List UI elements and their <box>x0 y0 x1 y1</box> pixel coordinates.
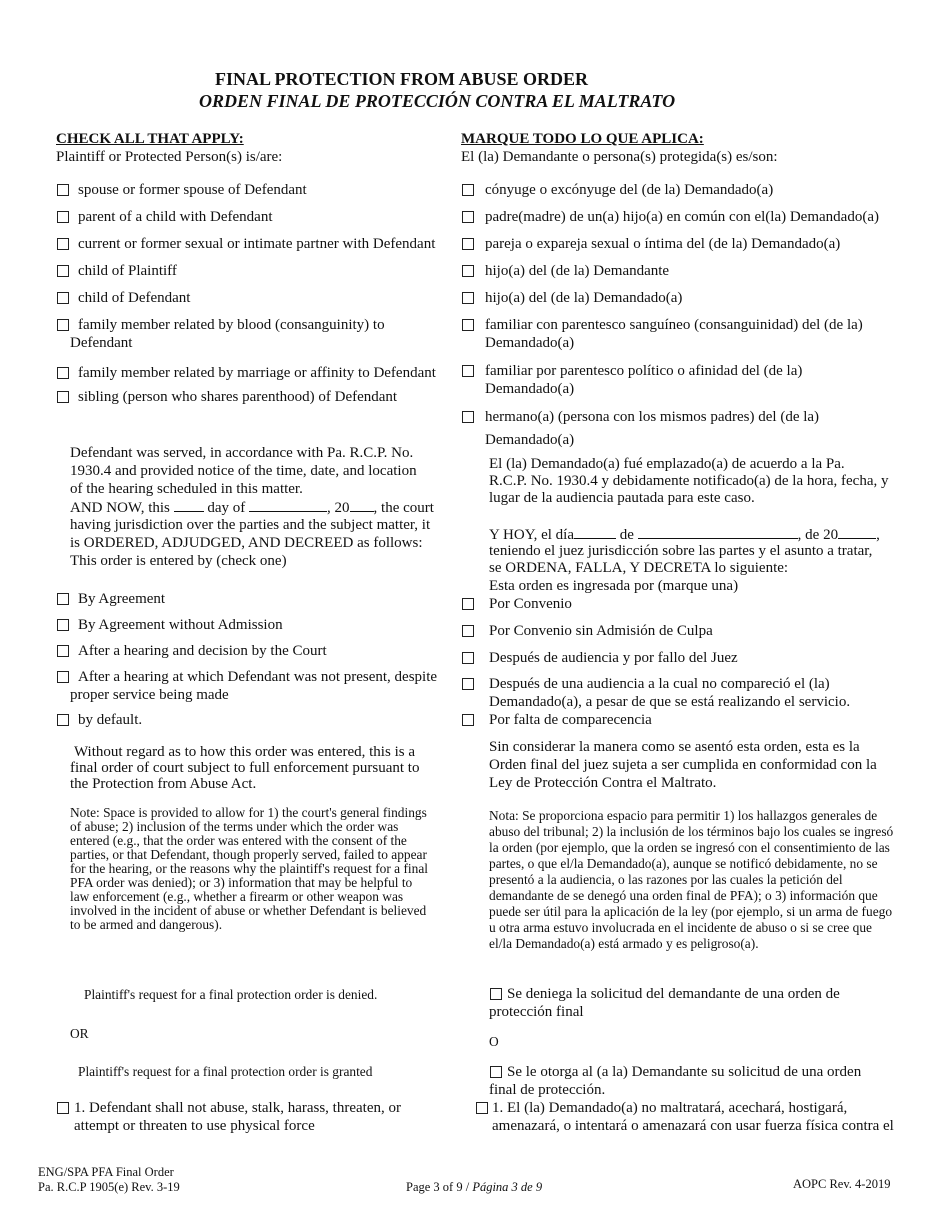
item1-line: attempt or threaten to use physical force <box>74 1118 315 1134</box>
served-line-es: se ORDENA, FALLA, Y DECRETA lo siguiente: <box>489 560 789 576</box>
served-line-es: R.C.P. No. 1930.4 y debidamente notificado(a) de la hora, fecha, y <box>489 473 889 489</box>
opcion-padre: padre(madre) de un(a) hijo(a) en común con el(la) Demandado(a) <box>485 209 879 225</box>
option-marriage-relative: family member related by marriage or affinity to Defendant <box>78 365 436 381</box>
note-line: for the hearing, or the reasons why the plaintiff's request for a final <box>70 861 429 876</box>
option-parent: parent of a child with Defendant <box>78 209 273 225</box>
opcion-afinidad-cont: Demandado(a) <box>485 381 575 397</box>
regard-line-es: Orden final del juez sujeta a ser cumplida en conformidad con la <box>489 757 877 773</box>
option-hearing-decision: After a hearing and decision by the Court <box>78 643 327 659</box>
checkbox-deniega[interactable] <box>490 988 502 1000</box>
note-line-es: el/la Demandado(a) está armado y es peligroso(a). <box>489 936 759 951</box>
option-partner: current or former sexual or intimate partner with Defendant <box>78 236 436 252</box>
checkbox-por-convenio[interactable] <box>462 598 474 610</box>
note-line: Note: Space is provided to allow for 1) the court's general findings <box>70 805 427 820</box>
note-line: to be armed and dangerous). <box>70 917 223 932</box>
footer-form-name: ENG/SPA PFA Final Order <box>38 1165 174 1179</box>
checkbox-child-plaintiff[interactable] <box>57 265 69 277</box>
item1-line-es: amenazará, o intentará o amenazará con usar fuerza física contra el <box>492 1118 894 1134</box>
opcion-audiencia-fallo: Después de audiencia y por fallo del Juez <box>489 650 738 666</box>
note-line-es: abuso del tribunal; 2) la inclusión de los términos bajo los cuales se ingresó <box>489 824 894 839</box>
note-line: law enforcement (e.g., whether a firearm or other weapon was <box>70 889 404 904</box>
regard-line: the Protection from Abuse Act. <box>70 776 257 792</box>
footer-rule-ref: Pa. R.C.P 1905(e) Rev. 3-19 <box>38 1180 180 1194</box>
served-line: is ORDERED, ADJUDGED, AND DECREED as follows: <box>70 535 423 551</box>
note-line-es: la orden (por ejemplo, que la orden se ingresó con el consentimiento de las <box>489 840 890 855</box>
checkbox-audiencia-fallo[interactable] <box>462 652 474 664</box>
served-line: of the hearing scheduled in this matter. <box>70 481 303 497</box>
month-blank[interactable] <box>249 498 327 512</box>
checkbox-sibling[interactable] <box>57 391 69 403</box>
right-subheader: El (la) Demandante o persona(s) protegida(s) es/son: <box>461 149 778 165</box>
option-child-plaintiff: child of Plaintiff <box>78 263 177 279</box>
option-by-default: by default. <box>78 712 143 728</box>
regard-line-es: Sin considerar la manera como se asentó esta orden, esta es la <box>489 739 860 755</box>
title-english: FINAL PROTECTION FROM ABUSE ORDER <box>215 69 589 89</box>
y-hoy-line: Y HOY, el día de , de 20 , <box>489 527 880 543</box>
or-label: OR <box>70 1026 89 1041</box>
left-subheader: Plaintiff or Protected Person(s) is/are: <box>56 149 283 165</box>
note-line: of abuse; 2) inclusion of the terms under which the order was <box>70 819 399 834</box>
item1-line: 1. Defendant shall not abuse, stalk, harass, threaten, or <box>74 1100 401 1116</box>
option-hearing-absent: After a hearing at which Defendant was not present, despite <box>78 669 438 685</box>
checkbox-hermano[interactable] <box>462 411 474 423</box>
request-denied: Plaintiff's request for a final protection order is denied. <box>84 987 378 1002</box>
solicitud-denegada: Se deniega la solicitud del demandante de una orden de <box>507 986 840 1002</box>
checkbox-item1[interactable] <box>57 1102 69 1114</box>
o-label: O <box>489 1034 499 1049</box>
checkbox-by-default[interactable] <box>57 714 69 726</box>
opcion-no-comparecio: Después de una audiencia a la cual no compareció el (la) <box>489 676 830 692</box>
opcion-no-comparecio-cont: Demandado(a), a pesar de que se está realizando el servicio. <box>489 694 851 710</box>
served-line: Defendant was served, in accordance with Pa. R.C.P. No. <box>70 445 414 461</box>
checkbox-conyuge[interactable] <box>462 184 474 196</box>
checkbox-hijo-demandante[interactable] <box>462 265 474 277</box>
checkbox-child-defendant[interactable] <box>57 292 69 304</box>
regard-line: Without regard as to how this order was entered, this is a <box>74 744 415 760</box>
checkbox-item1-es[interactable] <box>476 1102 488 1114</box>
opcion-consanguinidad-cont: Demandado(a) <box>485 335 575 351</box>
served-line-es: Esta orden es ingresada por (marque una) <box>489 578 739 594</box>
day-blank[interactable] <box>174 498 204 512</box>
note-line: parties, or that Defendant, though properly served, failed to appear <box>70 847 427 862</box>
note-line: entered (e.g., that the order was entered with the consent of the <box>70 833 407 848</box>
served-line-es: El (la) Demandado(a) fué emplazado(a) de acuerdo a la Pa. <box>489 456 845 472</box>
checkbox-no-comparecio[interactable] <box>462 678 474 690</box>
option-sibling: sibling (person who shares parenthood) of Defendant <box>78 389 398 405</box>
option-by-agreement: By Agreement <box>78 591 166 607</box>
checkbox-hearing-decision[interactable] <box>57 645 69 657</box>
checkbox-otorga[interactable] <box>490 1066 502 1078</box>
opcion-conyuge: cónyuge o excónyuge del (de la) Demandado(a) <box>485 182 774 198</box>
note-line-es: puede ser útil para la aplicación de la ley (por ejemplo, si un arma de fuego <box>489 904 893 919</box>
footer-revision: AOPC Rev. 4-2019 <box>793 1177 891 1191</box>
checkbox-parent[interactable] <box>57 211 69 223</box>
regard-line: final order of court subject to full enforcement pursuant to <box>70 760 420 776</box>
note-line-es: partes, o que el/la Demandado(a), aunque se notificó debidamente, no se <box>489 856 878 871</box>
checkbox-blood-relative[interactable] <box>57 319 69 331</box>
opcion-hijo-demandado: hijo(a) del (de la) Demandado(a) <box>485 290 683 306</box>
solicitud-denegada-cont: protección final <box>489 1004 584 1020</box>
checkbox-falta-comparecencia[interactable] <box>462 714 474 726</box>
note-line-es: u otra arma estuvo involucrada en el incidente de abuso o si se cree que <box>489 920 872 935</box>
opcion-afinidad: familiar por parentesco político o afinidad del (de la) <box>485 363 803 379</box>
opcion-falta-comparecencia: Por falta de comparecencia <box>489 712 652 728</box>
checkbox-spouse[interactable] <box>57 184 69 196</box>
regard-line-es: Ley de Protección Contra el Maltrato. <box>489 775 717 791</box>
item1-line-es: 1. El (la) Demandado(a) no maltratará, acechará, hostigará, <box>492 1100 848 1116</box>
title-spanish: ORDEN FINAL DE PROTECCIÓN CONTRA EL MALTRATO <box>199 91 676 111</box>
opcion-pareja: pareja o expareja sexual o íntima del (de la) Demandado(a) <box>485 236 841 252</box>
option-hearing-absent-cont: proper service being made <box>70 687 229 703</box>
dia-blank[interactable] <box>574 525 616 539</box>
solicitud-otorgada-cont: final de protección. <box>489 1082 606 1098</box>
request-granted: Plaintiff's request for a final protection order is granted <box>78 1064 373 1079</box>
served-line-es: teniendo el juez jurisdicción sobre las partes y el asunto a tratar, <box>489 543 873 559</box>
option-agreement-no-admission: By Agreement without Admission <box>78 617 283 633</box>
note-line: PFA order was denied); or 3) information that may be helpful to <box>70 875 413 890</box>
option-child-defendant: child of Defendant <box>78 290 191 306</box>
year-blank[interactable] <box>350 498 374 512</box>
checkbox-pareja[interactable] <box>462 238 474 250</box>
ano-blank[interactable] <box>838 525 876 539</box>
checkbox-consanguinidad[interactable] <box>462 319 474 331</box>
checkbox-padre[interactable] <box>462 211 474 223</box>
and-now-line: AND NOW, this day of , 20 , the court <box>70 500 434 516</box>
note-line: involved in the incident of abuse or whether Defendant is believed <box>70 903 427 918</box>
solicitud-otorgada: Se le otorga al (a la) Demandante su solicitud de una orden <box>507 1064 862 1080</box>
option-spouse: spouse or former spouse of Defendant <box>78 182 307 198</box>
opcion-consanguinidad: familiar con parentesco sanguíneo (consanguinidad) del (de la) <box>485 317 863 333</box>
checkbox-agreement-no-admission[interactable] <box>57 619 69 631</box>
option-blood-relative-cont: Defendant <box>70 335 133 351</box>
option-blood-relative: family member related by blood (consanguinity) to <box>78 317 385 333</box>
checkbox-hijo-demandado[interactable] <box>462 292 474 304</box>
opcion-hijo-demandante: hijo(a) del (de la) Demandante <box>485 263 670 279</box>
checkbox-convenio-sin-admision[interactable] <box>462 625 474 637</box>
checkbox-afinidad[interactable] <box>462 365 474 377</box>
note-line-es: Nota: Se proporciona espacio para permitir 1) los hallazgos generales de <box>489 808 878 823</box>
mes-blank[interactable] <box>638 525 798 539</box>
checkbox-hearing-absent[interactable] <box>57 671 69 683</box>
checkbox-partner[interactable] <box>57 238 69 250</box>
opcion-hermano-cont: Demandado(a) <box>485 432 575 448</box>
checkbox-marriage-relative[interactable] <box>57 367 69 379</box>
served-line: having jurisdiction over the parties and the subject matter, it <box>70 517 431 533</box>
served-line: 1930.4 and provided notice of the time, date, and location <box>70 463 417 479</box>
opcion-convenio-sin-admision: Por Convenio sin Admisión de Culpa <box>489 623 713 639</box>
footer-page-number: Page 3 of 9 / Página 3 de 9 <box>406 1180 543 1194</box>
right-header: MARQUE TODO LO QUE APLICA: <box>461 131 704 147</box>
served-line: This order is entered by (check one) <box>70 553 287 569</box>
left-header: CHECK ALL THAT APPLY: <box>56 131 244 147</box>
opcion-hermano: hermano(a) (persona con los mismos padres) del (de la) <box>485 409 820 425</box>
opcion-por-convenio: Por Convenio <box>489 596 572 612</box>
checkbox-by-agreement[interactable] <box>57 593 69 605</box>
note-line-es: presentó a la audiencia, o las razones por las cuales la petición del <box>489 872 843 887</box>
served-line-es: lugar de la audiencia pautada para este caso. <box>489 490 755 506</box>
note-line-es: demandante de se denegó una orden final de PFA); o 3) información que <box>489 888 878 903</box>
